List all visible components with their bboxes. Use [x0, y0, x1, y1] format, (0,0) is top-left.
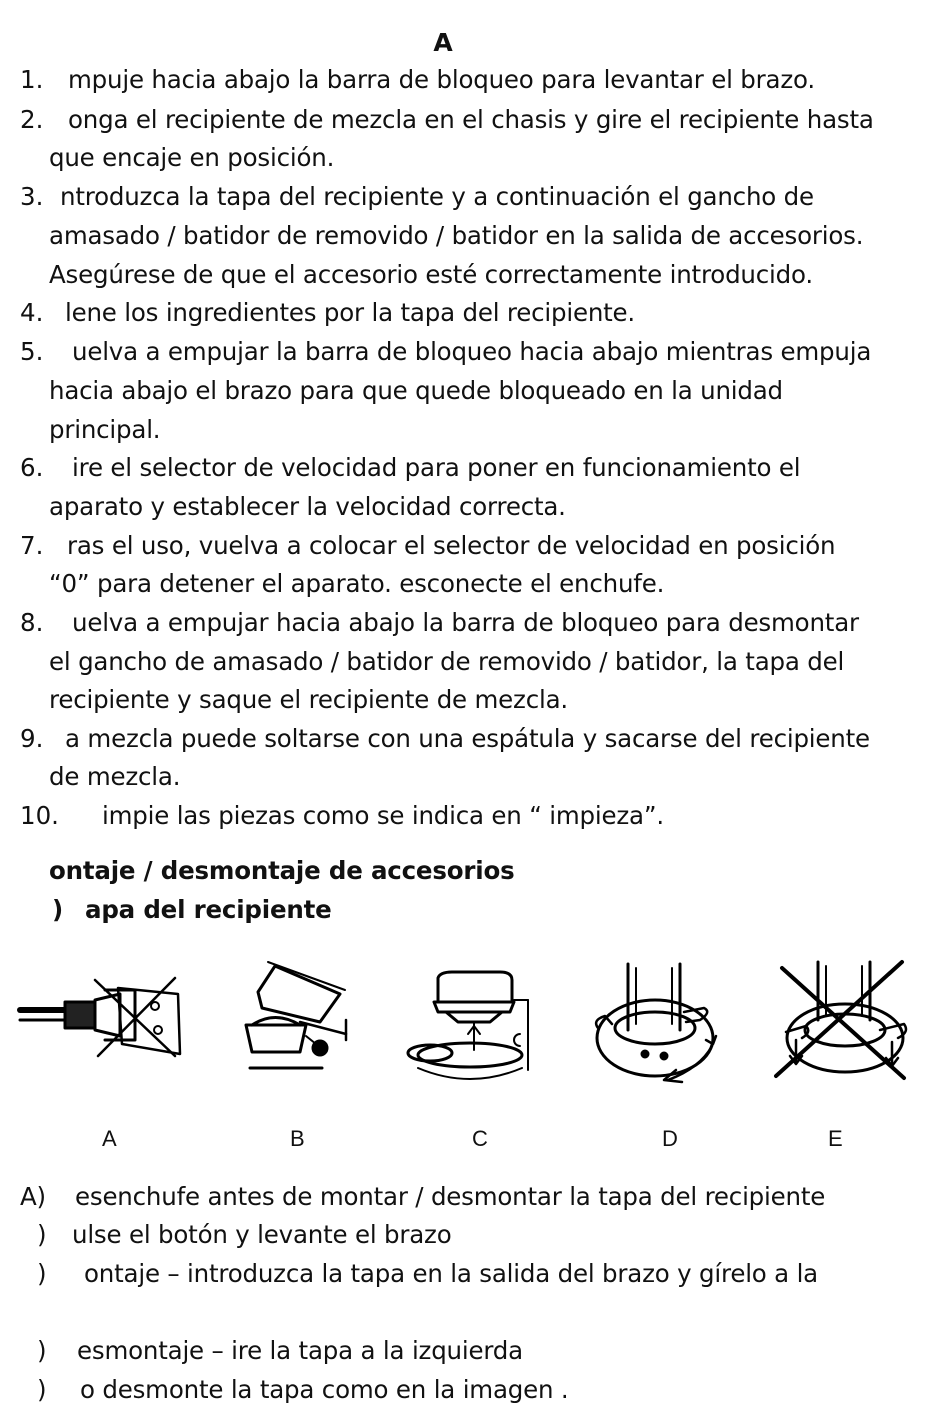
subsection-title: apa del recipiente: [85, 895, 332, 924]
step-5-number: 5.: [20, 337, 44, 366]
figure-b-arm-lift-illustration: [246, 962, 346, 1068]
step-8-line-1: uelva a empujar hacia abajo la barra de bloqueo para desmontar: [72, 608, 859, 637]
step-9-number: 9.: [20, 724, 44, 753]
step-5-line-3: principal.: [49, 415, 161, 444]
figure-label-d: D: [662, 1126, 678, 1151]
step-1-line-1: mpuje hacia abajo la barra de bloqueo para levantar el brazo.: [68, 65, 815, 94]
step-7-line-2: “0” para detener el aparato. esconecte el enchufe.: [49, 569, 665, 598]
note-a-mark: A): [20, 1182, 46, 1211]
note-b-text: ulse el botón y levante el brazo: [72, 1220, 452, 1249]
step-8-line-3: recipiente y saque el recipiente de mezcla.: [49, 685, 568, 714]
note-d-text: esmontaje – ire la tapa a la izquierda: [77, 1336, 523, 1365]
note-d-mark: ): [37, 1336, 47, 1365]
step-5-line-1: uelva a empujar la barra de bloqueo hacia abajo mientras empuja: [72, 337, 872, 366]
step-10-number: 10.: [20, 801, 59, 830]
step-9-line-2: de mezcla.: [49, 762, 181, 791]
step-3-line-1: ntroduzca la tapa del recipiente y a continuación el gancho de: [60, 182, 814, 211]
step-1-number: 1.: [20, 65, 44, 94]
figure-c-lid-mount-illustration: [408, 972, 528, 1079]
step-8-number: 8.: [20, 608, 44, 637]
figure-label-c: C: [472, 1126, 488, 1151]
step-3-line-3: Asegúrese de que el accesorio esté correctamente introducido.: [49, 260, 813, 289]
step-6-number: 6.: [20, 453, 44, 482]
step-9-line-1: a mezcla puede soltarse con una espátula y sacarse del recipiente: [65, 724, 870, 753]
section-title: ontaje / desmontaje de accesorios: [49, 856, 515, 885]
step-8-line-2: el gancho de amasado / batidor de removido / batidor, la tapa del: [49, 647, 845, 676]
note-a-text: esenchufe antes de montar / desmontar la tapa del recipiente: [75, 1182, 826, 1211]
page-header: A: [433, 28, 453, 57]
figure-a-unplug-illustration: [20, 978, 180, 1056]
step-2-line-1: onga el recipiente de mezcla en el chasis y gire el recipiente hasta: [68, 105, 874, 134]
note-e-text: o desmonte la tapa como en la imagen .: [80, 1375, 569, 1404]
note-c-text: ontaje – introduzca la tapa en la salida del brazo y gírelo a la: [84, 1259, 818, 1288]
accessory-illustrations: [0, 950, 950, 1090]
note-e-mark: ): [37, 1375, 47, 1404]
subsection-mark: ): [52, 895, 63, 924]
figure-e-incorrect-removal-illustration: [776, 962, 906, 1078]
note-c-mark: ): [37, 1259, 47, 1288]
figure-d-lid-twist-illustration: [596, 964, 716, 1082]
step-5-line-2: hacia abajo el brazo para que quede bloqueado en la unidad: [49, 376, 783, 405]
step-2-line-2: que encaje en posición.: [49, 143, 335, 172]
step-4-number: 4.: [20, 298, 44, 327]
figure-label-e: E: [828, 1126, 843, 1151]
step-7-number: 7.: [20, 531, 44, 560]
step-6-line-1: ire el selector de velocidad para poner en funcionamiento el: [72, 453, 801, 482]
step-7-line-1: ras el uso, vuelva a colocar el selector de velocidad en posición: [67, 531, 836, 560]
note-b-mark: ): [37, 1220, 47, 1249]
step-3-number: 3.: [20, 182, 44, 211]
figure-label-a: A: [102, 1126, 117, 1151]
step-10-line-1: impie las piezas como se indica en “ impieza”.: [102, 801, 664, 830]
figure-label-b: B: [290, 1126, 305, 1151]
step-2-number: 2.: [20, 105, 44, 134]
step-6-line-2: aparato y establecer la velocidad correcta.: [49, 492, 566, 521]
step-3-line-2: amasado / batidor de removido / batidor en la salida de accesorios.: [49, 221, 864, 250]
step-4-line-1: lene los ingredientes por la tapa del recipiente.: [65, 298, 636, 327]
